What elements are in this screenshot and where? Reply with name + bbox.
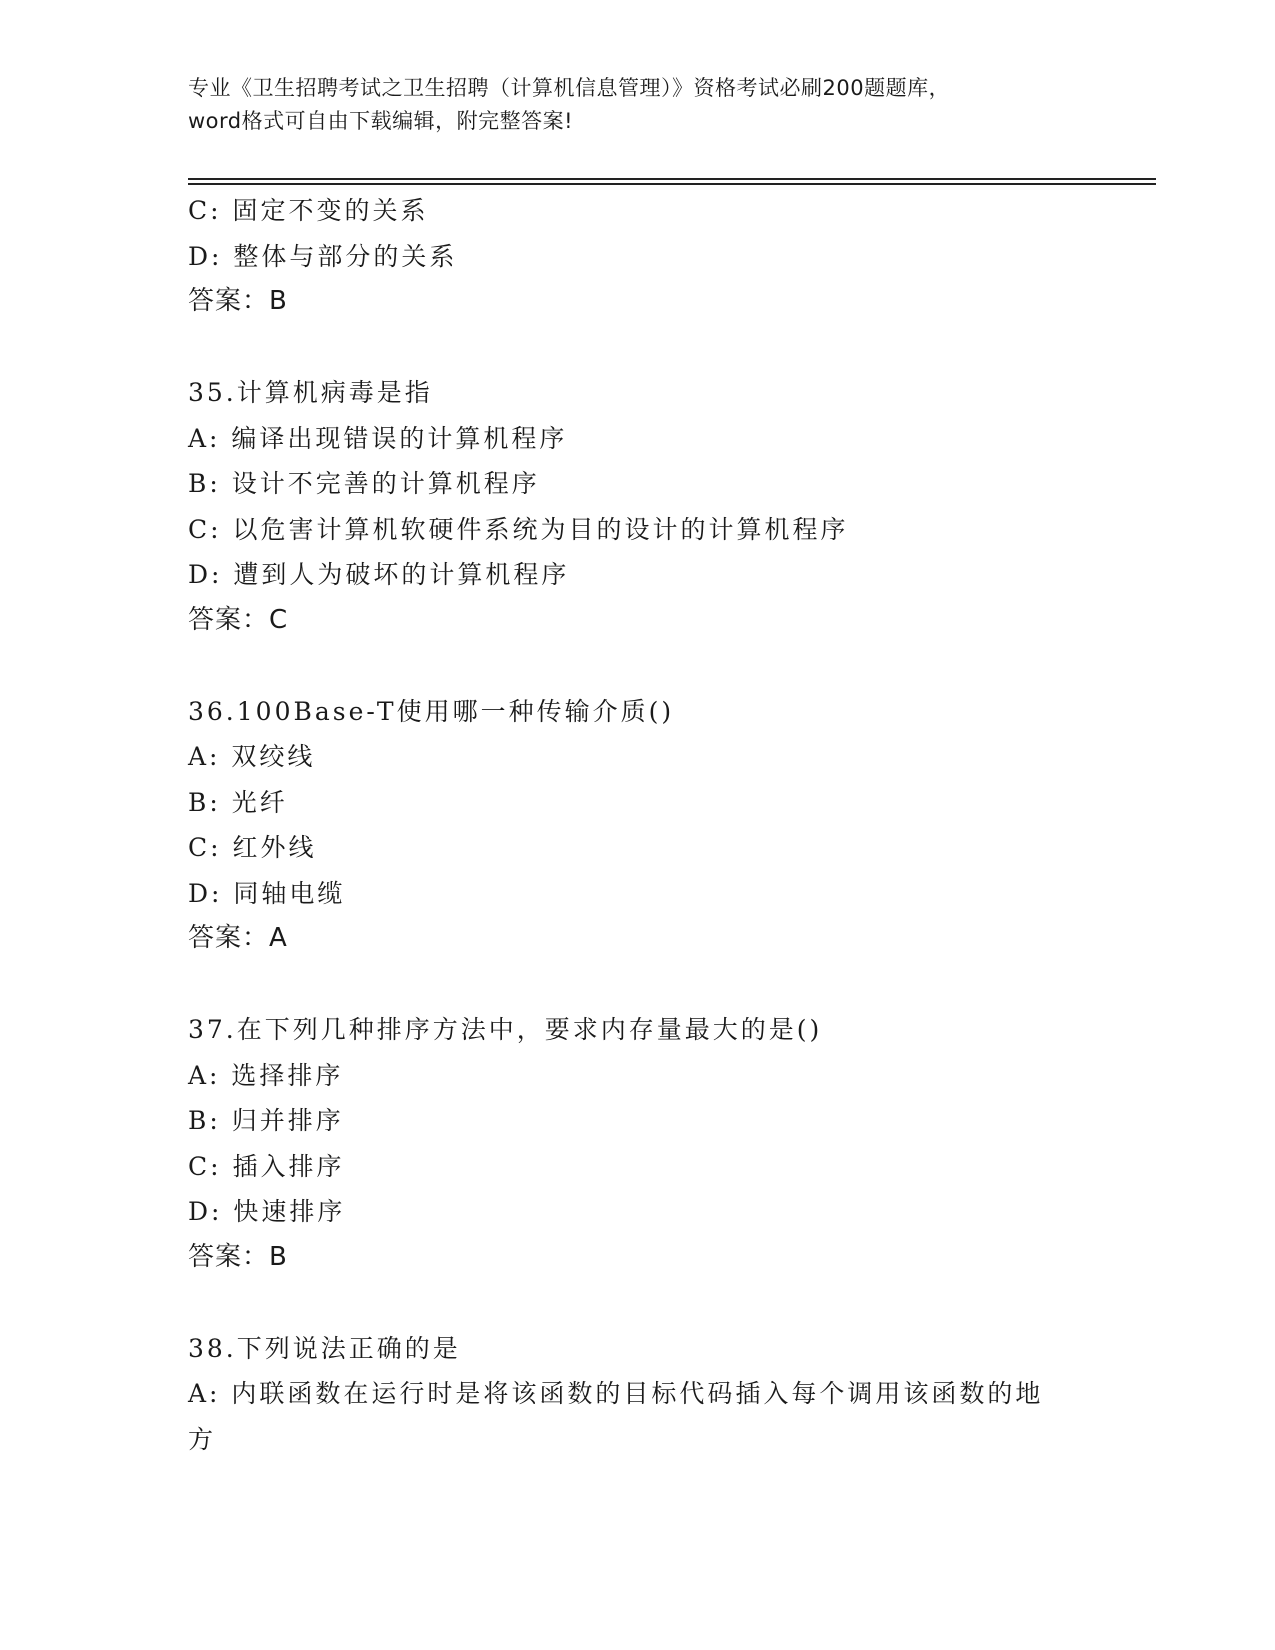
- question-37: [188, 1007, 1088, 1280]
- option-c: C: 固定不变的关系: [188, 196, 429, 225]
- question-text: 36.100Base-T使用哪一种传输介质(): [188, 696, 675, 726]
- option-d: D: 同轴电缆: [188, 878, 346, 908]
- option-a: A: 选择排序: [188, 1060, 344, 1090]
- option-b: B: 归并排序: [188, 1106, 344, 1135]
- header-title-line-1: 专业《卫生招聘考试之卫生招聘（计算机信息管理）》资格考试必刷200题题库，: [188, 76, 951, 100]
- option-c: C: 插入排序: [188, 1151, 345, 1181]
- document-header: [188, 72, 1088, 138]
- question-text: 37.在下列几种排序方法中，要求内存量最大的是(): [188, 1015, 823, 1044]
- question-34-tail: [188, 188, 1088, 325]
- header-divider-bottom: [188, 183, 1156, 185]
- spacer: [188, 962, 1088, 1008]
- header-title-line-2: word格式可自由下载编辑，附完整答案!: [188, 109, 574, 133]
- spacer: [188, 643, 1088, 689]
- answer: 答案：A: [188, 923, 288, 953]
- option-d: D: 快速排序: [188, 1197, 346, 1226]
- option-d: D: 遭到人为破坏的计算机程序: [188, 560, 570, 589]
- header-divider-top: [188, 178, 1156, 180]
- option-a-line-1: A: 内联函数在运行时是将该函数的目标代码插入每个调用该函数的地: [188, 1379, 1044, 1408]
- answer: 答案：C: [188, 604, 289, 635]
- question-text: 38.下列说法正确的是: [188, 1333, 461, 1363]
- question-38: [188, 1326, 1088, 1463]
- option-c: C: 以危害计算机软硬件系统为目的设计的计算机程序: [188, 514, 849, 544]
- question-list: [188, 188, 1088, 1462]
- question-text: 35.计算机病毒是指: [188, 378, 433, 407]
- answer: 答案：B: [188, 286, 288, 316]
- option-a: A: 双绞线: [188, 742, 316, 771]
- question-35: [188, 370, 1088, 643]
- option-b: B: 光纤: [188, 787, 288, 817]
- option-a-line-2: 方: [188, 1424, 217, 1454]
- option-a: A: 编译出现错误的计算机程序: [188, 423, 568, 453]
- option-d: D: 整体与部分的关系: [188, 241, 458, 271]
- option-b: B: 设计不完善的计算机程序: [188, 469, 540, 498]
- spacer: [188, 1280, 1088, 1326]
- option-c: C: 红外线: [188, 833, 317, 862]
- spacer: [188, 325, 1088, 371]
- question-36: [188, 689, 1088, 962]
- answer: 答案：B: [188, 1241, 288, 1272]
